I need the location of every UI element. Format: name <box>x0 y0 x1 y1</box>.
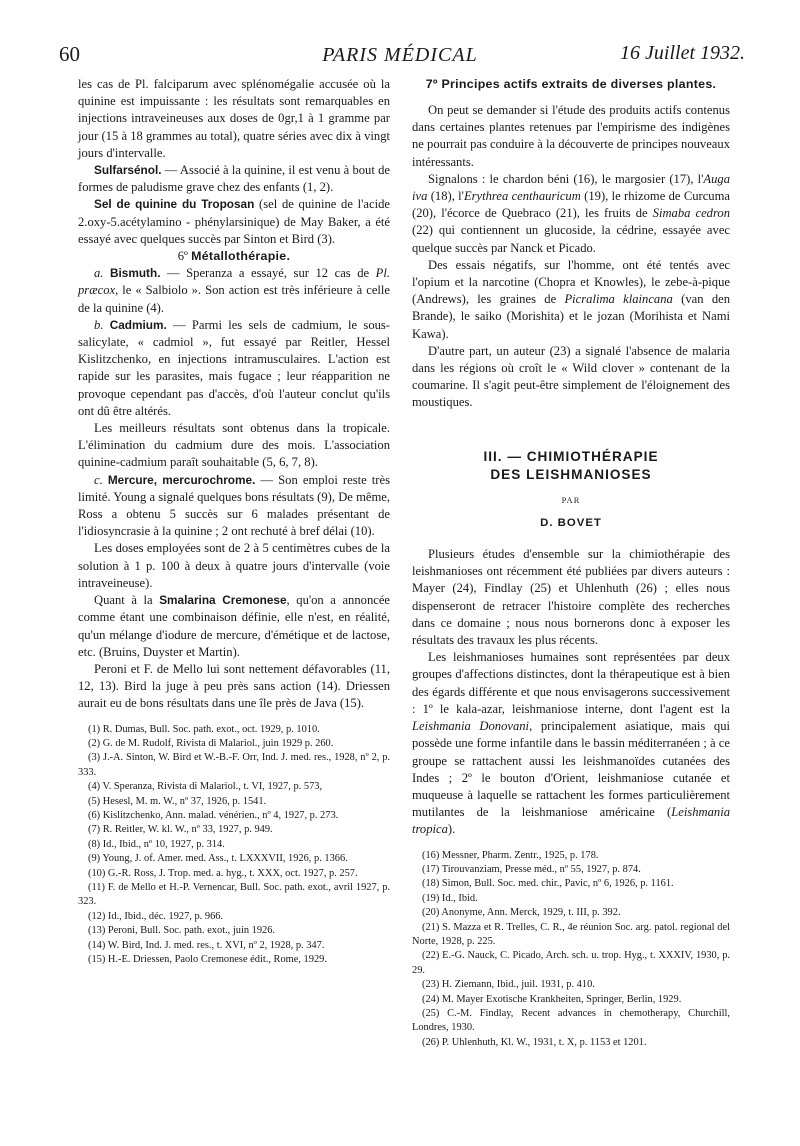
mercure-label: Mercure, mercurochrome. <box>107 472 256 487</box>
plants-text-d: (22) qui contiennent un glucoside, la cédrine, essayée avec quelque succès par Nanck et Picado. <box>412 223 730 255</box>
troposan-text: (sel de quinine de l'acide 2.oxy-5.acétylamino - phénylarsinique) de May Baker, a été essayé avec quelques succès par Sinton et Bird (3). <box>78 197 390 246</box>
species-donovani: Leishmania Donovani <box>412 719 530 734</box>
footnote: (25) C.-M. Findlay, Recent advances in chemotherapy, Churchill, Londres, 1930. <box>412 1007 730 1034</box>
cadmium-text: — Parmi les sels de cadmium, le sous-salicylate, « cadmiol », fut essayé par Reitler, Hessel Kislitzchenko, en injections intramusculaires. L'action est rapide sur les parasites, mais fugace ; leur réapparition ne provoque cependant pas d'accès, d'où l'auteur conclut qu'ils ont dû être altérés. <box>78 317 391 418</box>
journal-title: PARIS MÉDICAL <box>322 44 478 66</box>
leish-groups-paragraph <box>412 649 730 838</box>
footnote: (17) Tirouvanziam, Presse méd., nº 55, 1927, p. 874. <box>422 863 641 875</box>
section-6-number: 6º <box>177 249 192 264</box>
footnote: (4) V. Speranza, Rivista di Malariol., t. VI, 1927, p. 573, <box>88 781 323 793</box>
footnote: (2) G. de M. Rudolf, Rivista di Malariol., juin 1929 p. 260. <box>88 737 334 749</box>
footnote: (18) Simon, Bull. Soc. med. chir., Pavic, nº 6, 1926, p. 1161. <box>422 878 674 890</box>
left-column <box>78 76 390 967</box>
groups-text-b: , principalement asiatique, mais qui possède une forme infantile dans le bassin méditerranéen ; à ce groupe se rattachent aussi les leishmanoïdes cutanées des Indes ; 2º le bouton d'Orient, leishmaniose cutanée et muqueuse à laquelle se rattachent les formes particulièrement mutilantes de la leishmaniose américaine ( <box>412 719 730 820</box>
groups-text-c: ). <box>447 822 456 837</box>
author-name: D. BOVET <box>540 516 602 529</box>
plant-name-erythrea: Erythrea centhauricum <box>463 189 581 204</box>
smalarina-text: , qu'on a annoncée comme étant une combinaison définie, elle n'est, en réalité, qu'un mélange d'iodure de mercure, d'émétique et de lactose, etc. (Bruins, Duyster et Martin). <box>78 593 391 659</box>
footnote: (1) R. Dumas, Bull. Soc. path. exot., oct. 1929, p. 1010. <box>88 723 320 735</box>
plants-text-a: Signalons : le chardon béni (16), le margosier (17), l' <box>428 171 704 186</box>
bismuth-text-2: , le « Salbiolo ». Son action est très inférieure à celle de la quinine (4). <box>78 283 390 315</box>
bismuth-species: Pl. præcox <box>78 266 391 298</box>
footnote: (22) E.-G. Nauck, C. Picado, Arch. sch. u. trop. Hyg., t. XXXIV, 1930, p. 29. <box>412 950 730 976</box>
troposan-paragraph <box>78 196 390 248</box>
issue-date: 16 Juillet 1932. <box>620 42 745 64</box>
cadmium-prefix: b. <box>94 317 110 332</box>
plant-name-auga: Auga iva <box>412 171 730 204</box>
troposan-label: Sel de quinine du Troposan <box>94 197 255 212</box>
negative-text-a: Des essais négatifs, sur l'homme, ont été tentés avec l'opium et la narcotine (Chopra et Knowles), le zebe-à-pique (Andrews), les graines de <box>412 257 730 307</box>
section-7-heading: 7º Principes actifs extraits de diverses plantes. <box>425 77 717 91</box>
meilleurs-paragraph: Les meilleurs résultats sont obtenus dans la tropicale. L'élimination du cadmium dure des mois. L'association quinine-cadmium paraît souhaitable (5, 6, 7, 8). <box>78 421 390 470</box>
footnote: (13) Peroni, Bull. Soc. path. exot., juin 1926. <box>88 925 276 937</box>
plants-list-paragraph <box>412 171 730 257</box>
mercure-prefix: c. <box>94 472 108 487</box>
chapter-heading <box>412 448 730 484</box>
footnote: (12) Id., Ibid., déc. 1927, p. 966. <box>88 910 224 922</box>
bismuth-label: Bismuth. <box>110 266 161 281</box>
footnote: (16) Messner, Pharm. Zentr., 1925, p. 178. <box>422 849 599 861</box>
intro-paragraph: les cas de Pl. falciparum avec splénomégalie accusée où la quinine est impuissante : les résultats sont remarquables en injections intraveineuses aux doses de 0gr,1 à 1 gramme par jour (15 à 18 grammes au total), quatre séries avec dix à vingt jours d'intervalle. <box>78 77 390 160</box>
sulfarsenol-text: — Associé à la quinine, il est venu à bout de formes de paludisme grave chez des enfants (1, 2). <box>78 163 390 195</box>
section-6-title: Métallothérapie. <box>191 249 291 264</box>
leish-intro-paragraph: Plusieurs études d'ensemble sur la chimiothérapie des leishmanioses ont récemment été publiées par divers auteurs : Mayer (24), Findlay (25) et Uhlenhuth (26) ; elles nous dispenseront de retracer l'histoire complète des recherches dans ce domaine ; nous nous bornerons donc à exposer les résultats des travaux les plus récents. <box>412 547 730 648</box>
peroni-paragraph: Peroni et F. de Mello lui sont nettement défavorables (11, 12, 13). Bird la juge à peu près sans action (14). Driessen aurait eu de bons résultats dans une île près de Java (15). <box>78 661 390 711</box>
bismuth-prefix: a. <box>94 266 110 281</box>
footnote: (10) G.-R. Ross, J. Trop. med. a. hyg., t. XXX, oct. 1927, p. 257. <box>88 867 358 879</box>
footnote: (19) Id., Ibid. <box>422 892 478 904</box>
right-footnotes <box>412 849 730 1051</box>
footnote: (5) Hesesl, M. m. W., nº 37, 1926, p. 1541. <box>88 795 267 807</box>
chapter-title-line-1: III. — CHIMIOTHÉRAPIE <box>483 448 659 464</box>
species-tropica: Leishmania tropica <box>412 805 730 837</box>
doses-paragraph: Les doses employées sont de 2 à 5 centimètres cubes de la solution à 1 p. 100 à deux à quatre jours d'intervalle (voie intraveineuse). <box>78 541 390 590</box>
footnote: (8) Id., Ibid., nº 10, 1927, p. 314. <box>88 838 225 850</box>
smalarina-label: Smalarina Cremonese <box>159 593 287 608</box>
negative-trials-paragraph <box>412 257 730 343</box>
sulfarsenol-label: Sulfarsénol. <box>94 163 162 178</box>
footnote: (15) H.-E. Driessen, Paolo Cremonese édit., Rome, 1929. <box>88 954 327 966</box>
section-6-heading <box>78 248 390 265</box>
cadmium-label: Cadmium. <box>109 317 167 332</box>
footnote: (3) J.-A. Sinton, W. Bird et W.-B.-F. Orr, Ind. J. med. res., 1928, nº 2, p. 333. <box>78 752 390 778</box>
negative-text-b: (van den Brande), le saiko (Morishita) et le jozan (Morihista et Nami Kawa). <box>412 292 731 341</box>
smalarina-prefix: Quant à la <box>94 593 160 608</box>
footnote: (23) H. Ziemann, Ibid., juil. 1931, p. 410. <box>422 979 595 991</box>
plant-name-simaba: Simaba cedron <box>652 206 731 221</box>
bismuth-paragraph <box>78 265 390 317</box>
footnote: (24) M. Mayer Exotische Krankheiten, Springer, Berlin, 1929. <box>422 993 682 1005</box>
footnote: (11) F. de Mello et H.-P. Vernencar, Bull. Soc. path. exot., avril 1927, p. 323. <box>78 881 390 908</box>
page-number: 60 <box>59 42 80 66</box>
plants-text-c: (19), le rhizome de Curcuma (20), l'écorce de Quebraco (21), les fruits de <box>412 189 730 221</box>
right-column <box>412 76 730 1050</box>
mercure-paragraph <box>78 472 390 541</box>
groups-text-a: Les leishmanioses humaines sont représentées par deux groupes d'affections distinctes, dont la thérapeutique est à bien des égards différente et que nous envisagerons successivement : 1º le kala-azar, leishmaniose interne, dont l'agent est la <box>412 650 730 716</box>
footnote: (9) Young, J. of. Amer. med. Ass., t. LXXXVII, 1926, p. 1366. <box>88 853 348 865</box>
footnote: (26) P. Uhlenhuth, Kl. W., 1931, t. X, p. 1153 et 1201. <box>422 1036 647 1048</box>
mercure-text: — Son emploi reste très limité. Young a signalé quelques bons résultats (9), De même, Ross a obtenu 5 succès sur 6 malades présentant de l'idiosyncrasie à la quinine ; 2 ont rechuté à bref délai (10). <box>78 472 390 539</box>
bismuth-text-1: — Speranza a essayé, sur 12 cas de <box>160 266 376 281</box>
footnote: (14) W. Bird, Ind. J. med. res., t. XVI, nº 2, 1928, p. 347. <box>88 939 325 951</box>
chapter-title-line-2: DES LEISHMANIOSES <box>490 466 652 482</box>
cadmium-paragraph <box>78 317 390 420</box>
sulfarsenol-paragraph <box>78 162 390 196</box>
footnote: (21) S. Mazza et R. Trelles, C. R., 4e réunion Soc. arg. patol. regional del Norte, 1928, p. 225. <box>412 921 730 947</box>
running-header <box>55 42 745 72</box>
footnote: (6) Kislitzchenko, Ann. malad. vénérien., nº 4, 1927, p. 273. <box>88 809 339 821</box>
smalarina-paragraph <box>78 592 390 661</box>
footnote: (7) R. Reitler, W. kl. W., nº 33, 1927, p. 949. <box>88 824 273 836</box>
plant-name-picralima: Picralima klaincana <box>564 292 673 307</box>
by-line: PAR <box>561 494 581 505</box>
plants-intro-paragraph: On peut se demander si l'étude des produits actifs contenus dans certaines plantes retenues par l'empirisme des indigènes ne pourrait pas conduire à la découverte de principes nouveaux intéressants. <box>412 103 730 169</box>
wild-clover-paragraph: D'autre part, un auteur (23) a signalé l'absence de malaria dans les régions où croît le « Wild clover » contenant de la coumarine. Il s'agit peut-être simplement de l'éloignement des moustiques. <box>412 343 730 410</box>
left-footnotes <box>78 723 390 968</box>
footnote: (20) Anonyme, Ann. Merck, 1929, t. III, p. 392. <box>422 907 621 919</box>
plants-text-b: (18), l' <box>427 189 464 204</box>
